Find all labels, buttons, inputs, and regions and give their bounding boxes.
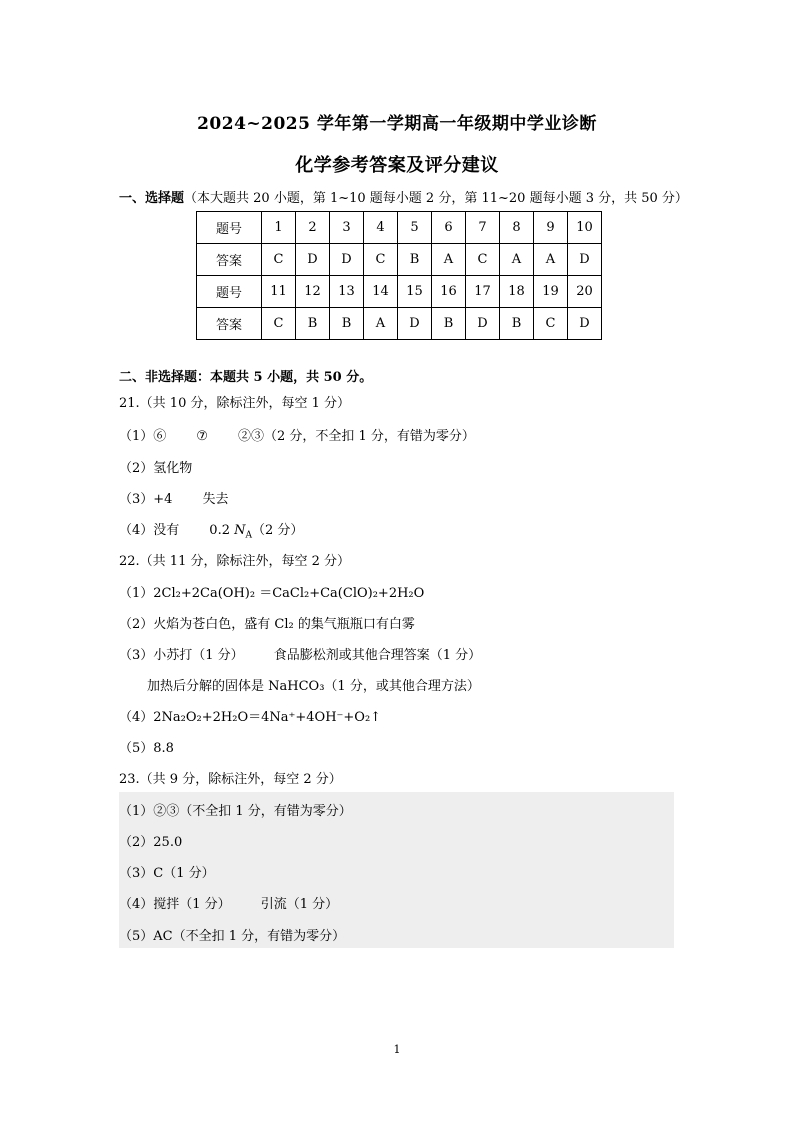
- answer-table-cell: A: [364, 308, 398, 340]
- answer-table-cell: 20: [568, 276, 602, 308]
- q22-line-3: （3）小苏打（1 分） 食品膨松剂或其他合理答案（1 分）: [119, 648, 482, 663]
- answer-table-row: [197, 308, 602, 340]
- answer-table-cell: A: [500, 244, 534, 276]
- answer-table-cell: 10: [568, 212, 602, 244]
- answer-table-row: [197, 212, 602, 244]
- answer-table-cell: 8: [500, 212, 534, 244]
- answer-table-cell: D: [296, 244, 330, 276]
- q23-header: 23.（共 9 分，除标注外，每空 2 分）: [119, 772, 342, 787]
- answer-table-cell: 19: [534, 276, 568, 308]
- q21-line-3: （3）+4 失去: [119, 492, 229, 507]
- answer-table-cell: A: [534, 244, 568, 276]
- answer-table-cell: B: [500, 308, 534, 340]
- answer-table-cell: 13: [330, 276, 364, 308]
- answer-table-cell: 17: [466, 276, 500, 308]
- answer-table-cell: C: [534, 308, 568, 340]
- q21-line-4: （4）没有 0.2 $N_A(2$ 分）: [119, 523, 304, 541]
- answer-table-cell: B: [398, 244, 432, 276]
- answer-table-cell: C: [466, 244, 500, 276]
- section1-note: （本大题共 20 小题，第 1~10 题每小题 2 分，第 11~20 题每小题 3 分，共 50 分）: [184, 191, 688, 206]
- answer-table-cell: A: [432, 244, 466, 276]
- answer-table-cell: B: [330, 308, 364, 340]
- answer-table-cell: 1: [262, 212, 296, 244]
- page-subtitle: 化学参考答案及评分建议: [295, 155, 499, 176]
- q22-line-5: （5）8.8: [119, 741, 174, 756]
- answer-table-row-label: 题号: [197, 276, 262, 308]
- answer-table-cell: D: [330, 244, 364, 276]
- q22-line-2: （2）火焰为苍白色，盛有 Cl₂ 的集气瓶瓶口有白雾: [119, 617, 415, 632]
- q22-line-3-method: 加热后分解的固体是 NaHCO₃（1 分，或其他合理方法）: [147, 679, 480, 694]
- page-title: 2024~2025 学年第一学期高一年级期中学业诊断: [197, 114, 597, 134]
- answer-table-cell: B: [432, 308, 466, 340]
- section1-header: [119, 187, 688, 206]
- answer-table-row-label: 答案: [197, 244, 262, 276]
- answer-table-cell: 6: [432, 212, 466, 244]
- answer-table: [196, 211, 602, 340]
- answer-table-cell: C: [262, 308, 296, 340]
- answer-table-cell: C: [364, 244, 398, 276]
- q21-line-1: （1）⑥ ⑦ ②③（2 分，不全扣 1 分，有错为零分）: [119, 429, 475, 444]
- q22-header: 22.（共 11 分，除标注外，每空 2 分）: [119, 554, 351, 569]
- q23-line-3: （3）C（1 分）: [119, 866, 215, 881]
- q22-line-1: （1）2Cl₂+2Ca(OH)₂ ＝CaCl₂+Ca(ClO)₂+2H₂O: [119, 586, 425, 601]
- page-number: 1: [393, 1043, 401, 1056]
- answer-table-cell: 14: [364, 276, 398, 308]
- answer-table-cell: 2: [296, 212, 330, 244]
- answer-table-cell: D: [398, 308, 432, 340]
- answer-table-cell: D: [568, 308, 602, 340]
- section2-heading: 二、非选择题：本题共 5 小题，共 50 分。: [119, 370, 373, 385]
- answer-table-row-label: 题号: [197, 212, 262, 244]
- answer-table-cell: 16: [432, 276, 466, 308]
- answer-table-cell: 3: [330, 212, 364, 244]
- q21-header: 21.（共 10 分，除标注外，每空 1 分）: [119, 396, 351, 411]
- answer-table-row-label: 答案: [197, 308, 262, 340]
- section1-heading: 一、选择题: [119, 191, 185, 206]
- answer-table-cell: 9: [534, 212, 568, 244]
- answer-table-row: [197, 276, 602, 308]
- answer-table-row: [197, 244, 602, 276]
- q23-line-1: （1）②③（不全扣 1 分，有错为零分）: [119, 804, 352, 819]
- q23-line-2: （2）25.0: [119, 835, 183, 850]
- answer-table-cell: B: [296, 308, 330, 340]
- answer-table-cell: 15: [398, 276, 432, 308]
- answer-table-cell: D: [568, 244, 602, 276]
- answer-table-cell: 11: [262, 276, 296, 308]
- answer-table-cell: 12: [296, 276, 330, 308]
- answer-table-cell: 18: [500, 276, 534, 308]
- answer-table-cell: D: [466, 308, 500, 340]
- q21-line-2: （2）氢化物: [119, 461, 193, 476]
- q23-line-4: （4）搅拌（1 分） 引流（1 分）: [119, 897, 339, 912]
- q23-line-5: （5）AC（不全扣 1 分，有错为零分）: [119, 929, 346, 944]
- answer-table-cell: 5: [398, 212, 432, 244]
- answer-table-cell: 4: [364, 212, 398, 244]
- answer-table-cell: C: [262, 244, 296, 276]
- q22-line-4: （4）2Na₂O₂+2H₂O＝4Na⁺+4OH⁻+O₂↑: [119, 710, 382, 725]
- answer-table-cell: 7: [466, 212, 500, 244]
